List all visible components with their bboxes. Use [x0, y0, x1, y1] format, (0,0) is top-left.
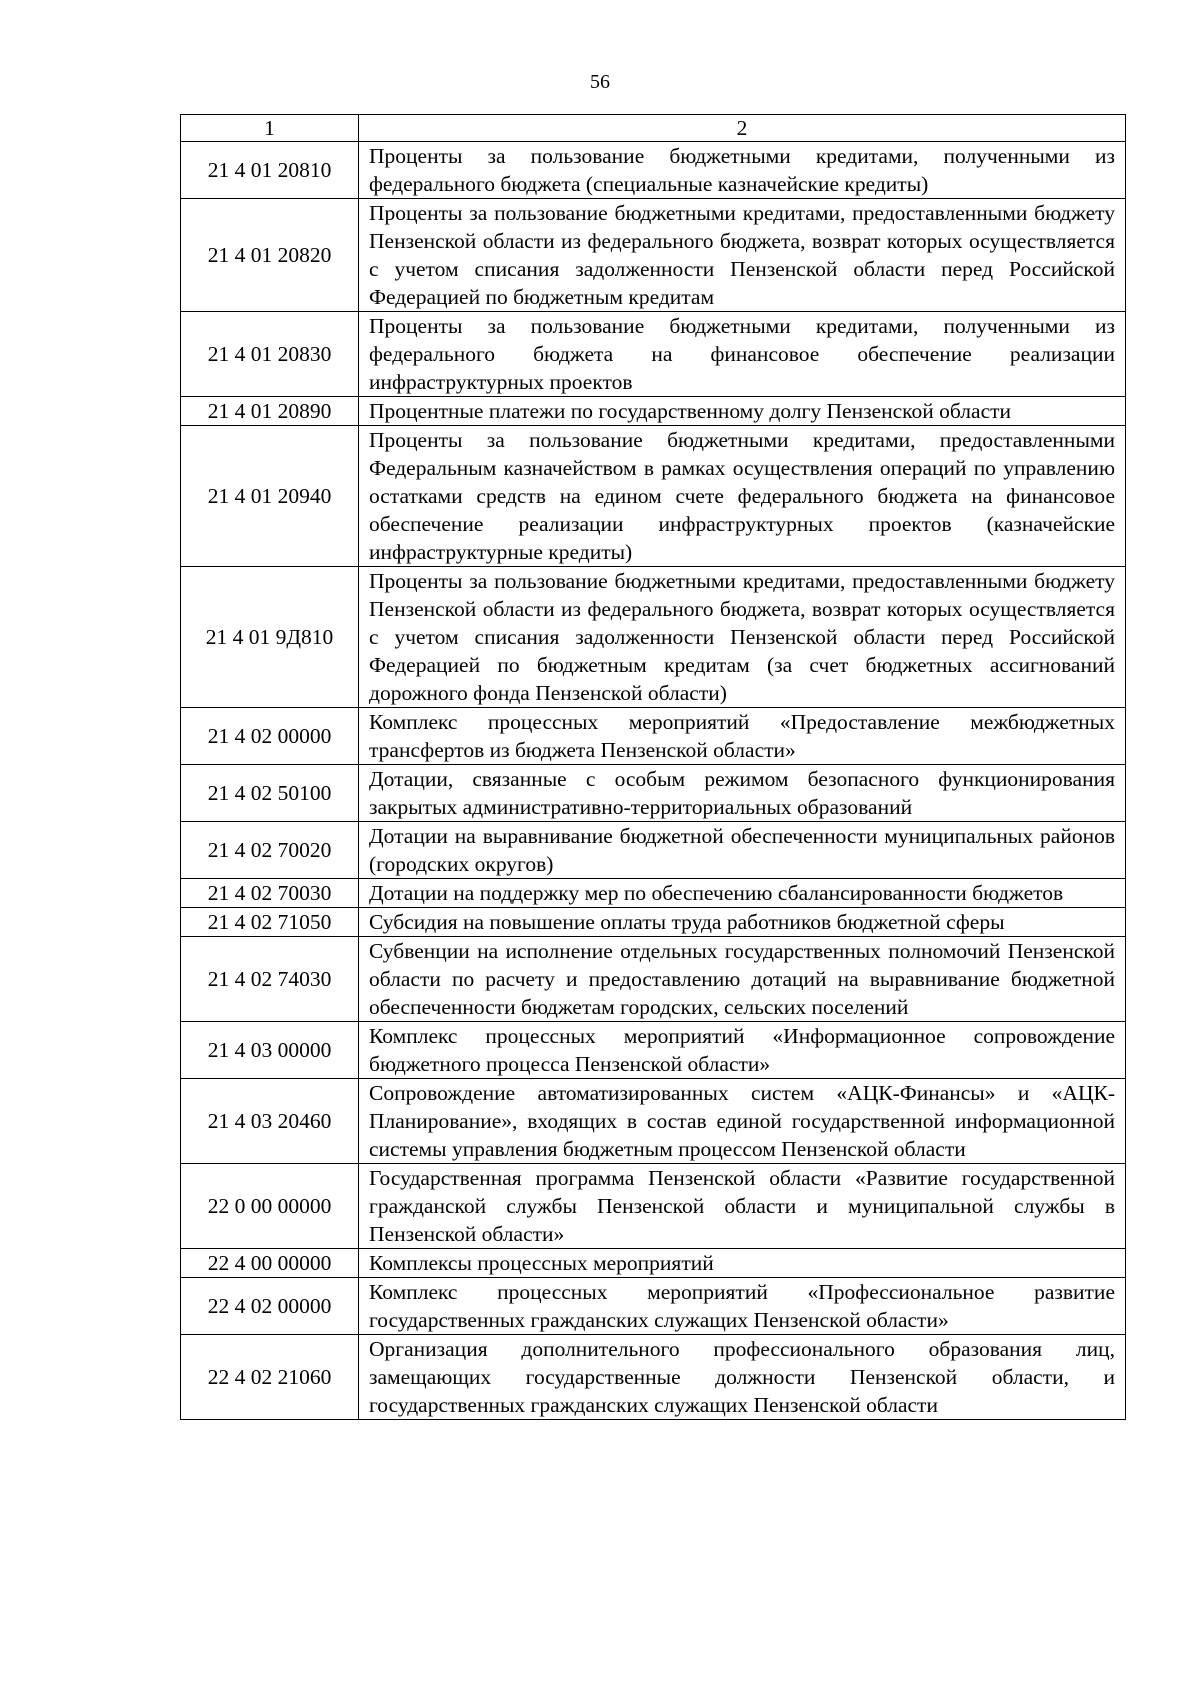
row-code: 21 4 02 50100: [181, 765, 359, 822]
row-code: 21 4 02 71050: [181, 908, 359, 937]
row-description: Комплексы процессных мероприятий: [359, 1249, 1126, 1278]
row-description: Проценты за пользование бюджетными кредитами, полученными из федерального бюджета (специальные казначейские кредиты): [359, 142, 1126, 199]
table-row: [181, 397, 1126, 426]
table-row: [181, 567, 1126, 708]
table-row: [181, 1278, 1126, 1335]
row-description: Проценты за пользование бюджетными кредитами, полученными из федерального бюджета на финансовое обеспечение реализации инфраструктурных проектов: [359, 312, 1126, 397]
table-row: [181, 822, 1126, 879]
row-code: 22 4 02 21060: [181, 1335, 359, 1420]
table-header-row: [181, 115, 1126, 142]
row-code: 21 4 01 20820: [181, 199, 359, 312]
row-description: Проценты за пользование бюджетными кредитами, предоставленными бюджету Пензенской области из федерального бюджета, возврат которых осуществляется с учетом списания задолженности Пензенской области перед Российской Федерацией по бюджетным кредитам: [359, 199, 1126, 312]
column-header-code: 1: [181, 115, 359, 142]
table-row: [181, 937, 1126, 1022]
row-description: Комплекс процессных мероприятий «Информационное сопровождение бюджетного процесса Пензенской области»: [359, 1022, 1126, 1079]
row-description: Организация дополнительного профессионального образования лиц, замещающих государственные должности Пензенской области, и государственных гражданских служащих Пензенской области: [359, 1335, 1126, 1420]
row-description: Комплекс процессных мероприятий «Предоставление межбюджетных трансфертов из бюджета Пензенской области»: [359, 708, 1126, 765]
row-description: Комплекс процессных мероприятий «Профессиональное развитие государственных гражданских служащих Пензенской области»: [359, 1278, 1126, 1335]
table-row: [181, 1335, 1126, 1420]
row-description: Проценты за пользование бюджетными кредитами, предоставленными Федеральным казначейством в рамках осуществления операций по управлению остатками средств на едином счете федерального бюджета на финансовое обеспечение реализации инфраструктурных проектов (казначейские инфраструктурные кредиты): [359, 426, 1126, 567]
row-description: Субсидия на повышение оплаты труда работников бюджетной сферы: [359, 908, 1126, 937]
page-number: 56: [590, 71, 610, 93]
row-code: 21 4 01 20890: [181, 397, 359, 426]
column-header-description: 2: [359, 115, 1126, 142]
row-code: 21 4 02 00000: [181, 708, 359, 765]
row-code: 22 4 02 00000: [181, 1278, 359, 1335]
row-code: 21 4 02 70020: [181, 822, 359, 879]
table-row: [181, 1249, 1126, 1278]
table-row: [181, 426, 1126, 567]
row-code: 21 4 01 20830: [181, 312, 359, 397]
row-description: Сопровождение автоматизированных систем «АЦК-Финансы» и «АЦК-Планирование», входящих в состав единой государственной информационной системы управления бюджетным процессом Пензенской области: [359, 1079, 1126, 1164]
row-code: 21 4 01 9Д810: [181, 567, 359, 708]
table-row: [181, 1022, 1126, 1079]
table-row: [181, 142, 1126, 199]
table-row: [181, 908, 1126, 937]
row-code: 21 4 02 70030: [181, 879, 359, 908]
row-code: 21 4 03 20460: [181, 1079, 359, 1164]
budget-classification-table: [180, 114, 1126, 1420]
row-code: 21 4 01 20940: [181, 426, 359, 567]
row-description: Процентные платежи по государственному долгу Пензенской области: [359, 397, 1126, 426]
row-description: Дотации на выравнивание бюджетной обеспеченности муниципальных районов (городских округов): [359, 822, 1126, 879]
table-row: [181, 312, 1126, 397]
row-description: Государственная программа Пензенской области «Развитие государственной гражданской службы Пензенской области и муниципальной службы в Пензенской области»: [359, 1164, 1126, 1249]
row-description: Дотации, связанные с особым режимом безопасного функционирования закрытых административно-территориальных образований: [359, 765, 1126, 822]
table-row: [181, 765, 1126, 822]
row-code: 21 4 03 00000: [181, 1022, 359, 1079]
table-row: [181, 1164, 1126, 1249]
row-description: Субвенции на исполнение отдельных государственных полномочий Пензенской области по расчету и предоставлению дотаций на выравнивание бюджетной обеспеченности бюджетам городских, сельских поселений: [359, 937, 1126, 1022]
row-code: 21 4 02 74030: [181, 937, 359, 1022]
table-row: [181, 199, 1126, 312]
row-code: 22 4 00 00000: [181, 1249, 359, 1278]
row-code: 21 4 01 20810: [181, 142, 359, 199]
row-code: 22 0 00 00000: [181, 1164, 359, 1249]
row-description: Проценты за пользование бюджетными кредитами, предоставленными бюджету Пензенской области из федерального бюджета, возврат которых осуществляется с учетом списания задолженности Пензенской области перед Российской Федерацией по бюджетным кредитам (за счет бюджетных ассигнований дорожного фонда Пензенской области): [359, 567, 1126, 708]
table-row: [181, 1079, 1126, 1164]
row-description: Дотации на поддержку мер по обеспечению сбалансированности бюджетов: [359, 879, 1126, 908]
table-row: [181, 708, 1126, 765]
table-row: [181, 879, 1126, 908]
